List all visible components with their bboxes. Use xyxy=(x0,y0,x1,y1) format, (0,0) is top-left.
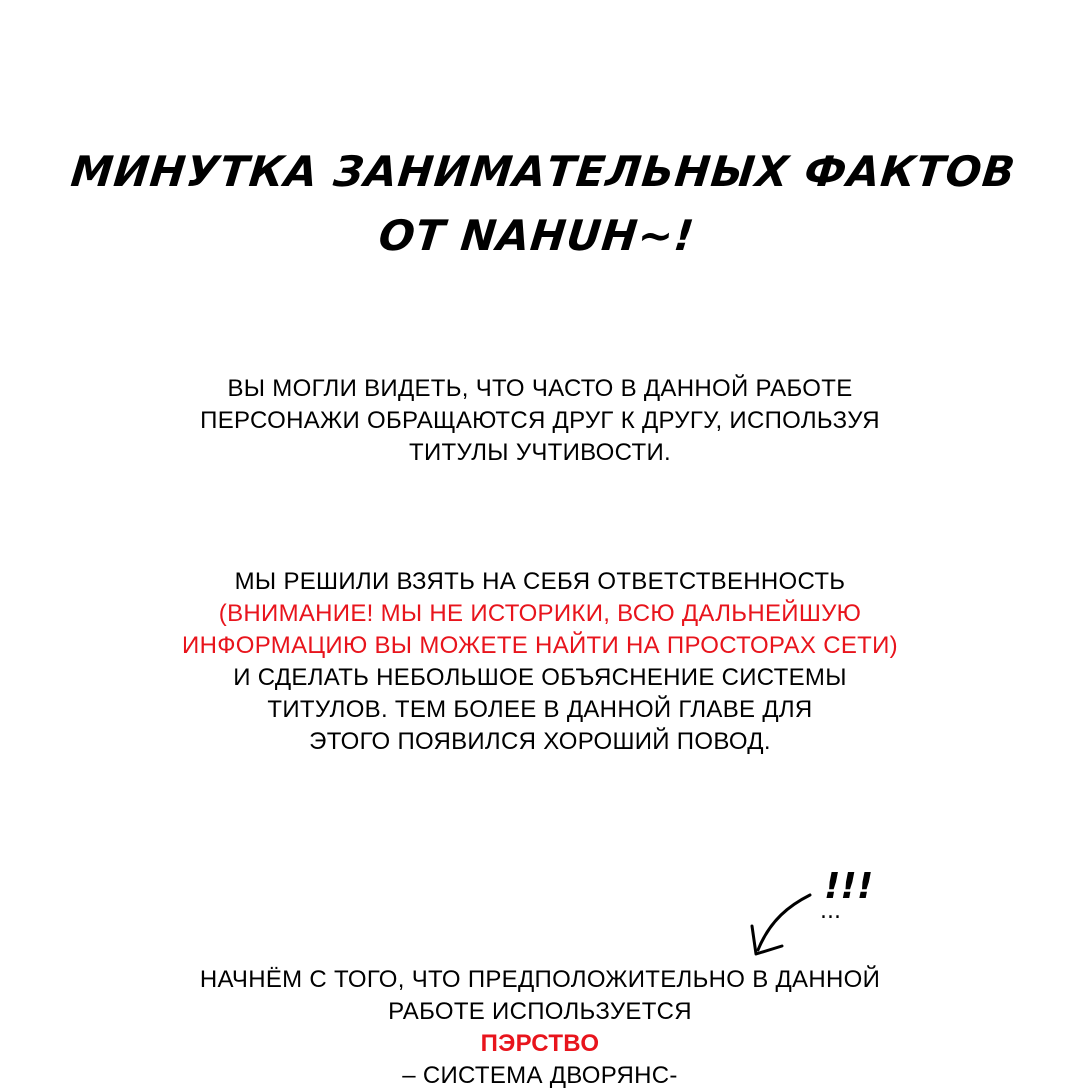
start-line-2-after: – СИСТЕМА ДВОРЯНС- xyxy=(402,1062,678,1089)
responsibility-line-1: МЫ РЕШИЛИ ВЗЯТЬ НА СЕБЯ ОТВЕТСТВЕННОСТЬ xyxy=(234,568,846,595)
intro-line-2: ПЕРСОНАЖИ ОБРАЩАЮТСЯ ДРУГ К ДРУГУ, ИСПОЛЬЗУЯ xyxy=(200,407,880,434)
peerage-term: ПЭРСТВО xyxy=(480,1030,600,1057)
start-line-1: НАЧНЁМ С ТОГО, ЧТО ПРЕДПОЛОЖИТЕЛЬНО В ДАННОЙ xyxy=(199,966,881,993)
start-line-2 xyxy=(0,996,1080,1092)
intro-paragraph xyxy=(0,373,1080,469)
doodle-exclamations: !!! xyxy=(824,866,874,907)
disclaimer-line-2: ИНФОРМАЦИЮ ВЫ МОЖЕТЕ НАЙТИ НА ПРОСТОРАХ СЕТИ) xyxy=(182,632,898,659)
intro-line-1: ВЫ МОГЛИ ВИДЕТЬ, ЧТО ЧАСТО В ДАННОЙ РАБОТЕ xyxy=(227,375,853,402)
intro-line-3: ТИТУЛЫ УЧТИВОСТИ. xyxy=(409,439,671,466)
responsibility-line-5: ТИТУЛОВ. ТЕМ БОЛЕЕ В ДАННОЙ ГЛАВЕ ДЛЯ xyxy=(267,696,813,723)
doodle-dots: ... xyxy=(820,899,841,924)
responsibility-line-4: И СДЕЛАТЬ НЕБОЛЬШОЕ ОБЪЯСНЕНИЕ СИСТЕМЫ xyxy=(233,664,847,691)
start-line-2-before: РАБОТЕ ИСПОЛЬЗУЕТСЯ xyxy=(388,998,692,1025)
responsibility-line-6: ЭТОГО ПОЯВИЛСЯ ХОРОШИЙ ПОВОД. xyxy=(309,728,771,755)
title-line-2: ОТ NAHUH~! xyxy=(376,211,697,260)
disclaimer-line-1: (ВНИМАНИЕ! МЫ НЕ ИСТОРИКИ, ВСЮ ДАЛЬНЕЙШУЮ xyxy=(218,600,862,627)
responsibility-paragraph xyxy=(0,566,1080,758)
page-title xyxy=(0,140,1080,268)
doodle-arrow-icon xyxy=(740,850,890,970)
title-line-1: МИНУТКА ЗАНИМАТЕЛЬНЫХ ФАКТОВ xyxy=(68,147,1019,196)
start-paragraph xyxy=(0,964,1080,1092)
